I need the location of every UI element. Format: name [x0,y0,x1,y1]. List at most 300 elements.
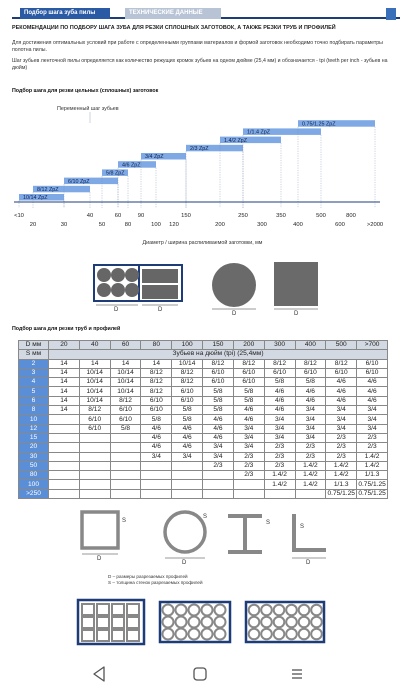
x-tick-label-top: 150 [181,213,191,219]
tpi-cell: 2/3 [233,471,264,480]
tpi-cell: 1.4/2 [295,461,326,470]
tpi-cell: 3/4 [233,433,264,442]
d-header-cell: 80 [141,341,172,350]
android-nav-bar [0,650,405,699]
tpi-cell: 4/6 [326,396,357,405]
tpi-cell: 8/12 [79,406,110,415]
pitch-bar-label: 1.4/2 ZpZ [224,137,248,144]
s-row-header: 3 [19,368,49,377]
tpi-cell [79,471,110,480]
recents-icon[interactable] [292,670,302,678]
tube-cross-section [274,617,285,628]
table-row [19,461,388,470]
s-row-header: 8 [19,406,49,415]
tube-cross-section [176,617,187,628]
tpi-cell [233,480,264,489]
tube-cross-section [249,617,260,628]
tpi-cell: 1/1.3 [357,471,388,480]
corner-s-mm: S мм [19,350,49,359]
profile-letter: D [182,560,187,566]
x-tick-label-bottom: 200 [215,222,225,228]
tube-cross-section [97,617,109,628]
tube-cross-section [261,629,272,640]
tpi-cell [79,433,110,442]
diagram-letter: D [232,311,237,317]
tpi-cell [79,452,110,461]
tpi-cell: 8/12 [233,359,264,368]
tab-bar [12,8,400,19]
tpi-cell: 4/6 [357,387,388,396]
tpi-cell: 4/6 [357,378,388,387]
tube-cross-section [311,605,322,616]
tpi-cell: 14 [141,359,172,368]
x-tick-label-bottom: 50 [98,222,106,228]
tpi-cell: 8/12 [203,359,234,368]
tpi-cell: 3/4 [233,443,264,452]
tpi-cell: 3/4 [326,415,357,424]
tpi-cell: 6/10 [357,368,388,377]
tpi-cell [141,471,172,480]
tube-cross-section [82,604,94,615]
s-row-header: 6 [19,396,49,405]
tube-cross-section [202,605,213,616]
tube-cross-section [127,630,139,641]
d-header-cell: 60 [110,341,141,350]
table-row [19,378,388,387]
x-tick-label-top: 60 [114,213,122,219]
tpi-cell [49,415,80,424]
bookmark-icon[interactable] [386,8,396,20]
pitch-bar-label: 6/10 ZpZ [68,178,90,185]
s-row-header: 20 [19,443,49,452]
tpi-cell: 6/10 [357,359,388,368]
tpi-cell [203,471,234,480]
tpi-cell [49,471,80,480]
tpi-cell [110,461,141,470]
tpi-cell: 3/4 [264,415,295,424]
tpi-cell: 10/14 [172,359,203,368]
d-header-cell: 20 [49,341,80,350]
tpi-cell: 5/8 [203,406,234,415]
tpi-cell: 10/14 [110,387,141,396]
tpi-cell: 5/8 [172,406,203,415]
x-tick-label-top: 40 [86,213,94,219]
tpi-cell: 14 [49,378,80,387]
table-row [19,489,388,498]
table-row [19,452,388,461]
table-subheader-row [19,350,388,359]
round-tube-diagram [165,512,207,566]
x-tick-label-top: 250 [238,213,248,219]
tpi-cell: 3/4 [172,452,203,461]
tpi-cell: 2/3 [295,452,326,461]
tpi-cell [110,433,141,442]
tpi-cell: 2/3 [203,461,234,470]
x-tick-label-bottom: 100 [151,222,161,228]
tpi-cell: 6/10 [141,406,172,415]
tpi-cell: 0.75/1.25 [358,489,386,497]
tpi-cell [49,461,80,470]
tpi-cell: 14 [49,406,80,415]
tpi-cell: 6/10 [110,406,141,415]
tpi-cell: 2/3 [233,452,264,461]
tpi-cell: 10/14 [79,387,110,396]
tube-cross-section [274,605,285,616]
tpi-cell: 4/6 [203,424,234,433]
tpi-cell: 6/10 [172,387,203,396]
tpi-table [18,340,388,499]
tpi-cell [264,489,295,498]
i-beam-diagram [228,514,270,554]
tpi-cell: 6/10 [110,415,141,424]
tpi-cell: 3/4 [295,433,326,442]
tpi-cell: 14 [49,359,80,368]
tpi-cell: 6/10 [203,378,234,387]
home-square-icon[interactable] [194,668,206,680]
tpi-cell: 4/6 [326,387,357,396]
tpi-cell: 1.4/2 [357,461,388,470]
tpi-cell: 8/12 [172,368,203,377]
tube-cross-section [163,629,174,640]
tpi-cell: 6/10 [79,424,110,433]
tpi-cell: 0.75/1.25 [327,489,355,497]
d-header-cell: >700 [357,341,388,350]
tpi-cell: 10/14 [79,396,110,405]
tpi-cell: 4/6 [295,387,326,396]
tpi-cell: 4/6 [264,406,295,415]
tpi-cell: 4/6 [233,415,264,424]
tpi-cell [110,443,141,452]
pitch-bar-label: 3/4 ZpZ [145,154,164,161]
tpi-cell: 1.4/2 [326,471,357,480]
tpi-cell: 10/14 [110,368,141,377]
tube-cross-section [299,605,310,616]
pitch-bar-label: 4/6 ZpZ [122,162,141,169]
tube-cross-section [261,605,272,616]
x-tick-label-bottom: 300 [257,222,267,228]
profile-letter: D [306,560,311,566]
tpi-cell [49,443,80,452]
pitch-bar-label: 0.75/1.25 ZpZ [302,121,336,128]
tpi-cell [49,480,80,489]
tube-cross-section [311,617,322,628]
x-tick-label-top: 500 [316,213,326,219]
tpi-cell: 8/12 [295,359,326,368]
tube-cross-section [286,629,297,640]
tpi-cell [172,461,203,470]
tpi-cell: 2/3 [357,443,388,452]
tpi-cell: 3/4 [295,424,326,433]
tpi-cell: 1.4/2 [357,452,388,461]
tpi-cell: 14 [79,359,110,368]
d-header-cell: 400 [295,341,326,350]
diagram-letter: D [158,307,163,313]
x-tick-label-top: 800 [346,213,356,219]
tpi-paragraph: Шаг зубьев ленточной пилы определяется как количество режущих кромок зубьев на одном дюйме (25,4 мм) и обозначается - tpi (teeth per inch - зубьев на дюйм) [12,58,388,71]
profile-letter: S [122,518,127,524]
bundle-diagram [94,265,182,313]
table-row [19,368,388,377]
tpi-cell: 4/6 [141,433,172,442]
tube-cross-section [311,629,322,640]
square-tube-bundle-diagram [78,600,144,644]
tube-cross-section [189,617,200,628]
s-row-header: 100 [19,480,49,489]
tpi-cell: 14 [49,368,80,377]
tube-cross-section [215,617,226,628]
tpi-cell: 4/6 [172,433,203,442]
tpi-cell: 8/12 [141,378,172,387]
corner-d-mm: D мм [19,341,49,350]
tpi-cell [141,489,172,498]
diagram-letter: D [294,311,299,317]
tpi-cell [79,461,110,470]
tpi-cell: 3/4 [357,415,388,424]
pitch-bar-label: 1/1.4 ZpZ [247,129,271,136]
tube-cross-section [286,605,297,616]
tpi-cell: 3/4 [326,406,357,415]
tpi-cell: 5/8 [264,378,295,387]
pitch-bar-label: 10/14 ZpZ [23,195,48,202]
tpi-cell [203,480,234,489]
tab-technical-data[interactable]: ТЕХНИЧЕСКИЕ ДАННЫЕ [125,8,221,19]
d-header-cell: 500 [326,341,357,350]
tpi-cell: 2/3 [295,443,326,452]
tpi-cell: 4/6 [141,443,172,452]
tpi-cell [295,489,326,498]
tube-cross-section [97,604,109,615]
tpi-cell [172,489,203,498]
s-row-header: 15 [19,433,49,442]
tpi-cell: 5/8 [295,378,326,387]
tpi-cell: 6/10 [172,396,203,405]
tpi-cell: 4/6 [172,443,203,452]
tpi-cell: 1.4/2 [264,471,295,480]
tpi-cell [141,480,172,489]
profile-note-d: D – размеры разрезаемых профилей [108,574,188,579]
s-row-header: 4 [19,378,49,387]
tpi-cell: 3/4 [264,433,295,442]
table-row [19,359,388,368]
tpi-cell: 10/14 [110,378,141,387]
s-row-header: 5 [19,387,49,396]
tpi-cell: 3/4 [357,406,388,415]
tpi-cell: 2/3 [233,461,264,470]
tube-cross-section [249,629,260,640]
tpi-cell [79,480,110,489]
tpi-cell: 14 [49,396,80,405]
tpi-cell [110,480,141,489]
tube-cross-section [274,629,285,640]
tpi-cell: 1.4/2 [326,461,357,470]
tpi-cell: 2/3 [264,443,295,452]
x-tick-label-top: 350 [276,213,286,219]
solid-stock-diagrams [0,255,405,317]
tpi-cell: 8/12 [110,396,141,405]
angle-profile-diagram [292,514,326,566]
tpi-cell: 1.4/2 [295,471,326,480]
round-tube-bundle-diagram [246,602,324,642]
tube-cross-section [82,617,94,628]
tpi-cell: 4/6 [326,378,357,387]
tpi-cell: 8/12 [172,378,203,387]
tube-cross-section [261,617,272,628]
tpi-cell [203,489,234,498]
square-tube-diagram [82,512,126,562]
profile-note-s: S – толщина стенок разрезаемых профилей [108,580,203,585]
d-header-cell: 100 [172,341,203,350]
tpi-cell: 5/8 [141,415,172,424]
tpi-cell: 10/14 [79,368,110,377]
tpi-cell: 3/4 [264,424,295,433]
diagram-letter: D [114,307,119,313]
s-row-header: >250 [19,489,49,498]
tpi-cell: 3/4 [203,443,234,452]
tube-cross-section [112,617,124,628]
intro-paragraph: Для достижения оптимальных условий при работе с определенными группами материалов и формой заготовок необходимо точно подбирать параметры полотна пилы. [12,40,383,53]
tpi-cell: 4/6 [357,396,388,405]
round-bar-diagram [212,263,256,317]
tpi-cell [49,452,80,461]
tpi-cell [110,489,141,498]
tpi-cell: 5/8 [203,396,234,405]
s-row-header: 2 [19,359,49,368]
page-title: РЕКОМЕНДАЦИИ ПО ПОДБОРУ ШАГА ЗУБА ДЛЯ РЕЗКИ СПЛОШНЫХ ЗАГОТОВОК, А ТАКЖЕ РЕЗКИ ТРУБ И ПРОФИЛЕЙ [12,25,336,31]
tpi-cell: 10/14 [79,378,110,387]
tube-cross-section [163,617,174,628]
tpi-cell: 2/3 [264,452,295,461]
tube-cross-section [249,605,260,616]
table-row [19,471,388,480]
tube-cross-section [299,617,310,628]
tube-cross-section [299,629,310,640]
tpi-cell: 4/6 [203,415,234,424]
tube-cross-section [215,629,226,640]
x-tick-label-bottom: 600 [335,222,345,228]
tpi-cell [79,443,110,452]
tpi-cell: 4/6 [264,387,295,396]
section-solid-heading: Подбор шага для резки цельных (сплошных) заготовок [12,88,159,94]
tpi-cell: 3/4 [141,452,172,461]
x-tick-label-bottom: 30 [60,222,68,228]
tube-cross-section [189,605,200,616]
profile-letter: D [97,556,102,562]
tpi-cell: 6/10 [264,368,295,377]
section-profiles-heading: Подбор шага для резки труб и профилей [12,326,121,332]
round-tube-bundle-diagram [160,602,230,642]
tpi-cell: 3/4 [295,406,326,415]
tpi-cell: 3/4 [326,424,357,433]
tpi-cell [172,480,203,489]
tab-tooth-pitch[interactable]: Подбор шага зуба пилы [20,8,110,19]
tpi-cell [79,489,110,498]
table-header-row [19,341,388,350]
x-axis-caption: Диаметр / ширина распиливаемой заготовки, мм [142,240,263,246]
tpi-cell: 6/10 [326,368,357,377]
tpi-cell: 5/8 [233,387,264,396]
d-header-cell: 40 [79,341,110,350]
tpi-cell: 4/6 [233,406,264,415]
table-row [19,396,388,405]
pitch-bar-label: 2/3 ZpZ [190,146,209,152]
tpi-cell: 5/8 [203,387,234,396]
tpi-cell [49,489,80,498]
tpi-cell: 5/8 [172,415,203,424]
tube-cross-section [112,604,124,615]
tpi-cell: 3/4 [203,452,234,461]
tpi-cell: 8/12 [326,359,357,368]
tpi-cell: 2/3 [326,443,357,452]
tpi-cell: 8/12 [141,387,172,396]
table-row [19,433,388,442]
x-tick-label-bottom: 400 [293,222,303,228]
tpi-cell: 6/10 [141,396,172,405]
profile-letter: S [300,524,305,530]
tpi-cell [172,471,203,480]
tpi-cell: 4/6 [295,396,326,405]
x-tick-label-top: <10 [14,213,24,219]
tpi-cell [233,489,264,498]
tube-cross-section [189,629,200,640]
tpi-cell: 5/8 [233,396,264,405]
pitch-bar-label: 5/8 ZpZ [106,170,125,177]
table-row [19,443,388,452]
tpi-cell: 4/6 [203,433,234,442]
tpi-cell: 6/10 [203,368,234,377]
tpi-cell: 2/3 [326,433,357,442]
tpi-cell: 6/10 [295,368,326,377]
tpi-cell: 8/12 [264,359,295,368]
square-bar-diagram [274,262,318,317]
tube-cross-section [176,629,187,640]
tpi-cell [49,433,80,442]
tube-cross-section [286,617,297,628]
tpi-cell: 1.4/2 [295,480,326,489]
tpi-cell: 2/3 [326,452,357,461]
tpi-cell [49,424,80,433]
variable-pitch-label: Переменный шаг зубьев [57,106,119,112]
table-row [19,406,388,415]
tpi-cell [110,471,141,480]
tpi-cell: 14 [49,387,80,396]
profile-letter: S [203,514,208,520]
tpi-cell [110,452,141,461]
tpi-cell: 1/1.3 [326,480,357,489]
bundle-profile-diagrams [0,592,405,650]
tpi-cell: 1.4/2 [264,480,295,489]
profile-letter: S [266,520,271,526]
tpi-cell: 2/3 [357,433,388,442]
tpi-cell: 4/6 [141,424,172,433]
tpi-cell: 6/10 [233,368,264,377]
d-header-cell: 300 [264,341,295,350]
tube-cross-section [202,617,213,628]
table-row [19,480,388,489]
tpi-cell: 5/8 [110,424,141,433]
s-row-header: 50 [19,461,49,470]
tube-cross-section [112,630,124,641]
back-triangle-icon[interactable] [94,667,104,681]
tube-cross-section [176,605,187,616]
tpi-cell: 6/10 [79,415,110,424]
s-row-header: 10 [19,415,49,424]
tpi-cell: 3/4 [295,415,326,424]
d-header-cell: 150 [203,341,234,350]
s-row-header: 80 [19,471,49,480]
table-row [19,387,388,396]
tube-cross-section [82,630,94,641]
tpi-cell: 3/4 [357,424,388,433]
